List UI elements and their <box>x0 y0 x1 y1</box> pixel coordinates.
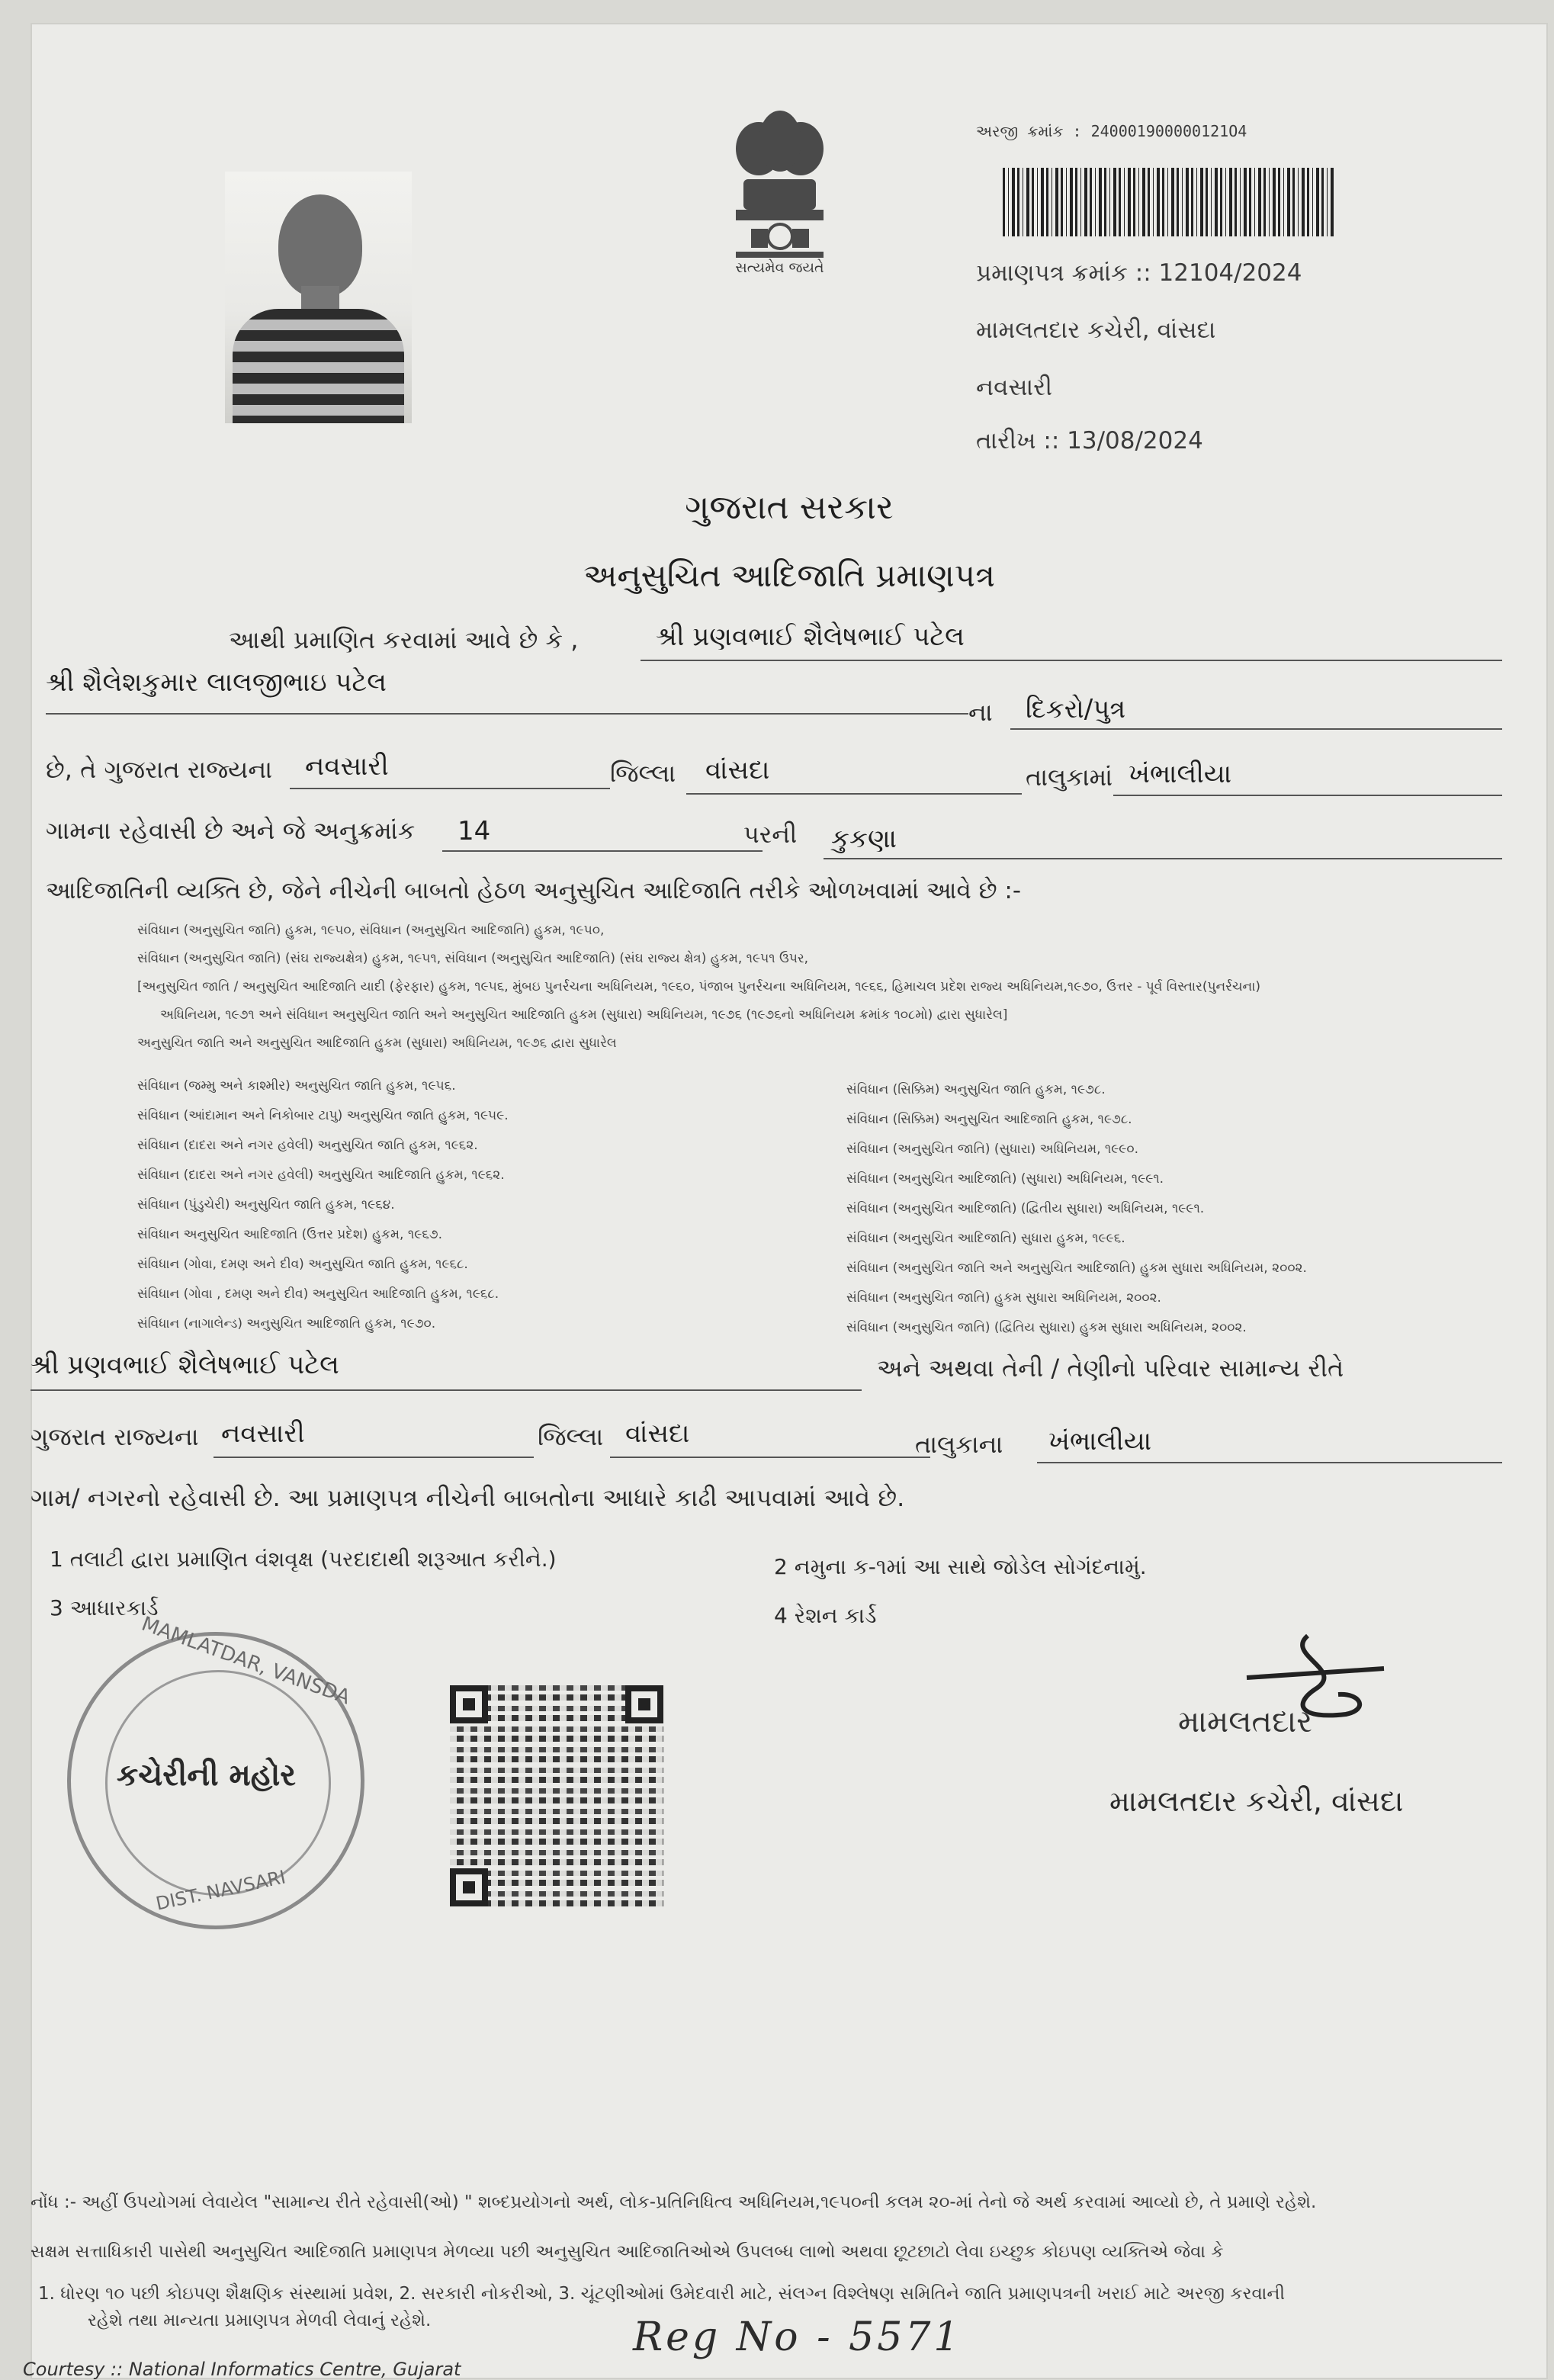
footer-note-line: રહેશે તથા માન્યતા પ્રમાણપત્ર મેળવી લેવાનું રહેશે. <box>88 2311 432 2330</box>
issuing-office: મામલતદાર કચેરી, વાંસદા <box>976 316 1216 344</box>
order-line: અનુસુચિત જાતિ અને અનુસુચિત આદિજાતિ હુકમ (સુધારા) અધિનિયમ, ૧૯૭૬ દ્વારા સુધારેલ <box>137 1036 617 1051</box>
residence-state-text: ગુજરાત રાજ્યના <box>31 1422 199 1451</box>
footer-note-line: નોંધ :- અહીં ઉપયોગમાં લેવાયેલ "સામાન્ય રીતે રહેવાસી(ઓ) " શબ્દપ્રયોગનો અર્થ, લોક-પ્રતિનિધિત્વ અધિનિયમ,૧૯૫૦ની કલમ ૨૦-માં તેનો જે અર્થ કરવામાં આવ્યો છે, તે પ્રમાણે રહેશે. <box>31 2192 1317 2212</box>
order-line: સંવિધાન (અનુસુચિત જાતિ) (સુધારા) અધિનિયમ, ૧૯૯૦. <box>846 1142 1138 1157</box>
issue-date: તારીખ :: 13/08/2024 <box>976 427 1203 454</box>
order-line: સંવિધાન (અનુસુચિત આદિજાતિ) સુધારા હુકમ, ૧૯૯૬. <box>846 1231 1125 1246</box>
order-line: સંવિધાન (ગોવા, દમણ અને દીવ) અનુસુચિત જાતિ હુકમ, ૧૯૬૮. <box>137 1257 468 1272</box>
order-line: સંવિધાન (ગોવા , દમણ અને દીવ) અનુસુચિત આદિજાતિ હુકમ, ૧૯૬૮. <box>137 1286 499 1302</box>
state-text: છે, તે ગુજરાત રાજ્યના <box>46 755 273 784</box>
order-line: અધિનિયમ, ૧૯૭૧ અને સંવિધાન અનુસુચિત જાતિ અને અનુસુચિત આદિજાતિ હુકમ (સુધારા) અધિનિયમ, ૧૯૭૬ (૧૯૭૬નો અધિનિયમ ક્રમાંક ૧૦૮મો) દ્વારા સુધારેલ] <box>160 1007 1008 1023</box>
orders-top-list <box>137 917 1510 1058</box>
footer-note-line: 1. ધોરણ ૧૦ પછી કોઇપણ શૈક્ષણિક સંસ્થામાં પ્રવેશ, 2. સરકારી નોકરીઓ, 3. ચૂંટણીઓમાં ઉમેદવારી માટે, સંલગ્ન વિશ્લેષણ સમિતિને જાતિ પ્રમાણપત્રની ખરાઈ માટે અરજી કરવાની <box>38 2284 1286 2304</box>
serial-value: 14 <box>458 816 491 846</box>
order-line: સંવિધાન (અનુસુચિત જાતિ) હુકમ, ૧૯૫૦, સંવિધાન (અનુસુચિત આદિજાતિ) હુકમ, ૧૯૫૦, <box>137 923 605 938</box>
application-number: અરજી ક્રમાંક : 240001900000121O4 <box>976 122 1247 140</box>
order-line: સંવિધાન (અનુસુચિત આદિજાતિ) (સુધારા) અધિનિયમ, ૧૯૯૧. <box>846 1171 1164 1187</box>
order-line: સંવિધાન (અનુસુચિત જાતિ) (દ્વિતિય સુધારા) હુકમ સુધારા અધિનિયમ, ૨૦૦૨. <box>846 1320 1247 1335</box>
order-line: સંવિધાન (જમ્મુ અને કાશ્મીર) અનુસુચિત જાતિ હુકમ, ૧૯૫૬. <box>137 1078 456 1094</box>
barcode <box>1003 168 1334 236</box>
seal-bottom-text: DIST. NAVSARI <box>153 1866 287 1915</box>
order-line: સંવિધાન (સિક્કિમ) અનુસુચિત આદિજાતિ હુકમ, ૧૯૭૮. <box>846 1112 1132 1127</box>
residence-district-label: જિલ્લા <box>538 1422 604 1451</box>
motto-text: સત્યમેવ જયતે <box>735 259 824 276</box>
issuing-district: નવસારી <box>976 374 1053 401</box>
na-label: ના <box>968 698 993 727</box>
orders-right-list <box>846 1075 1517 1343</box>
tribe-value: કુકણા <box>831 824 897 854</box>
seal-center-text: કચેરીની મહોર <box>117 1758 296 1793</box>
document-item: 1 તલાટી દ્વારા પ્રમાણિત વંશવૃક્ષ (પરદાદાથી શરૂઆત કરીને.) <box>50 1547 557 1572</box>
residence-taluka-label: તાલુકાના <box>915 1430 1003 1459</box>
person-name: શ્રી પ્રણવભાઈ શૈલેષભાઈ પટેલ <box>656 621 965 652</box>
certificate-title: અનુસુચિત આદિજાતિ પ્રમાણપત્ર <box>583 557 995 594</box>
order-line: સંવિધાન (અનુસુચિત જાતિ) (સંઘ રાજ્યક્ષેત્ર) હુકમ, ૧૯૫૧, સંવિધાન (અનુસુચિત આદિજાતિ) (સંઘ રાજ્ય ક્ષેત્ર) હુકમ, ૧૯૫૧ ઉપર, <box>137 951 809 966</box>
handwritten-registration-number: Reg No - 5571 <box>633 2314 962 2360</box>
document-item: 3 આધારકાર્ડ <box>50 1595 159 1620</box>
order-line: સંવિધાન (અનુસુચિત જાતિ) હુકમ સુધારા અધિનિયમ, ૨૦૦૨. <box>846 1290 1161 1306</box>
relation-value: દિકરો/પુત્ર <box>1026 694 1126 724</box>
document-item: 4 રેશન કાર્ડ <box>774 1603 877 1628</box>
order-line: સંવિધાન (અનુસુચિત આદિજાતિ) (દ્વિતીય સુધારા) અધિનિયમ, ૧૯૯૧. <box>846 1201 1205 1216</box>
district-label: જિલ્લા <box>610 759 676 788</box>
order-line: સંવિધાન (દાદરા અને નગર હવેલી) અનુસુચિત આદિજાતિ હુકમ, ૧૯૬૨. <box>137 1168 505 1183</box>
district-value: નવસારી <box>305 751 389 782</box>
taluka-label: તાલુકામાં <box>1026 763 1113 792</box>
document-item: 2 નમુના ક-૧માં આ સાથે જોડેલ સોગંદનામું. <box>774 1554 1147 1579</box>
certificate-number: પ્રમાણપત્ર ક્રમાંક :: 12104/2024 <box>976 259 1302 287</box>
certificate-page <box>23 23 1548 2380</box>
order-line: સંવિધાન (અનુસુચિત જાતિ અને અનુસુચિત આદિજાતિ) હુકમ સુધારા અધિનિયમ, ૨૦૦૨. <box>846 1261 1307 1276</box>
resident-text: ગામના રહેવાસી છે અને જે અનુક્રમાંક <box>46 816 416 845</box>
village-value: ખંભાલીયા <box>1129 759 1232 789</box>
order-line: સંવિધાન (આંદામાન અને નિકોબાર ટાપુ) અનુસુચિત જાતિ હુકમ, ૧૯૫૯. <box>137 1108 509 1123</box>
on-label: પરની <box>743 820 798 849</box>
signatory-designation: મામલતદાર <box>1178 1704 1312 1739</box>
government-title: ગુજરાત સરકાર <box>685 488 894 527</box>
qr-code <box>450 1685 663 1906</box>
residence-person-name: શ્રી પ્રણવભાઈ શૈલેષભાઈ પટેલ <box>31 1350 339 1380</box>
courtesy-text: Courtesy :: National Informatics Centre, Gujarat <box>23 2359 461 2380</box>
seal-top-text: MAMLATDAR, VANSDA <box>138 1612 353 1710</box>
order-line: સંવિધાન (દાદરા અને નગર હવેલી) અનુસુચિત જાતિ હુકમ, ૧૯૬૨. <box>137 1138 478 1153</box>
taluka-value: વાંસદા <box>705 755 770 785</box>
order-line: [અનુસુચિત જાતિ / અનુસુચિત આદિજાતિ યાદી (ફેરફાર) હુકમ, ૧૯૫૬, મુંબઇ પુનર્રચના અધિનિયમ, ૧૯૬૦, પંજાબ પુનર્રચના અધિનિયમ, ૧૯૬૬, હિમાચલ પ્રદેશ રાજ્ય અધિનિયમ,૧૯૭૦, ઉત્તર - પૂર્વ વિસ્તાર(પુનર્રચના) <box>137 979 1261 994</box>
parent-name: શ્રી શૈલેશકુમાર લાલજીભાઇ પટેલ <box>46 667 387 698</box>
order-line: સંવિધાન (પુંડુચેરી) અનુસુચિત જાતિ હુકમ, ૧૯૬૪. <box>137 1197 395 1212</box>
order-line: સંવિધાન (નાગાલેન્ડ) અનુસુચિત આદિજાતિ હુકમ, ૧૯૭૦. <box>137 1316 436 1331</box>
family-text: અને અથવા તેની / તેણીનો પરિવાર સામાન્ય રીતે <box>877 1354 1344 1383</box>
orders-left-list <box>137 1071 763 1339</box>
basis-text: ગામ/ નગરનો રહેવાસી છે. આ પ્રમાણપત્ર નીચેની બાબતોના આધારે કાઢી આપવામાં આવે છે. <box>31 1483 905 1512</box>
applicant-photo <box>225 172 412 423</box>
residence-taluka-value: વાંસદા <box>625 1418 690 1449</box>
signatory-office: મામલતદાર કચેરી, વાંસદા <box>1109 1784 1404 1818</box>
certify-text: આથી પ્રમાણિત કરવામાં આવે છે કે , <box>229 625 579 654</box>
office-seal <box>67 1612 364 1929</box>
residence-village-value: ખંભાલીયા <box>1048 1426 1152 1457</box>
order-line: સંવિધાન (સિક્કિમ) અનુસુચિત જાતિ હુકમ, ૧૯૭૮. <box>846 1082 1106 1097</box>
footer-note-line: સક્ષમ સત્તાધિકારી પાસેથી અનુસુચિત આદિજાતિ પ્રમાણપત્ર મેળવ્યા પછી અનુસુચિત આદિજાતિઓએ ઉપલબ્ધ લાભો અથવા છૂટછાટો લેવા ઇચ્છુક કોઇપણ વ્યક્તિએ જેવા કે <box>31 2242 1224 2262</box>
order-line: સંવિધાન અનુસુચિત આદિજાતિ (ઉત્તર પ્રદેશ) હુકમ, ૧૯૬૭. <box>137 1227 442 1242</box>
residence-district-value: નવસારી <box>221 1418 305 1449</box>
recognized-text: આદિજાતિની વ્યક્તિ છે, જેને નીચેની બાબતો હેઠળ અનુસુચિત આદિજાતિ તરીકે ઓળખવામાં આવે છે :- <box>46 877 1022 904</box>
